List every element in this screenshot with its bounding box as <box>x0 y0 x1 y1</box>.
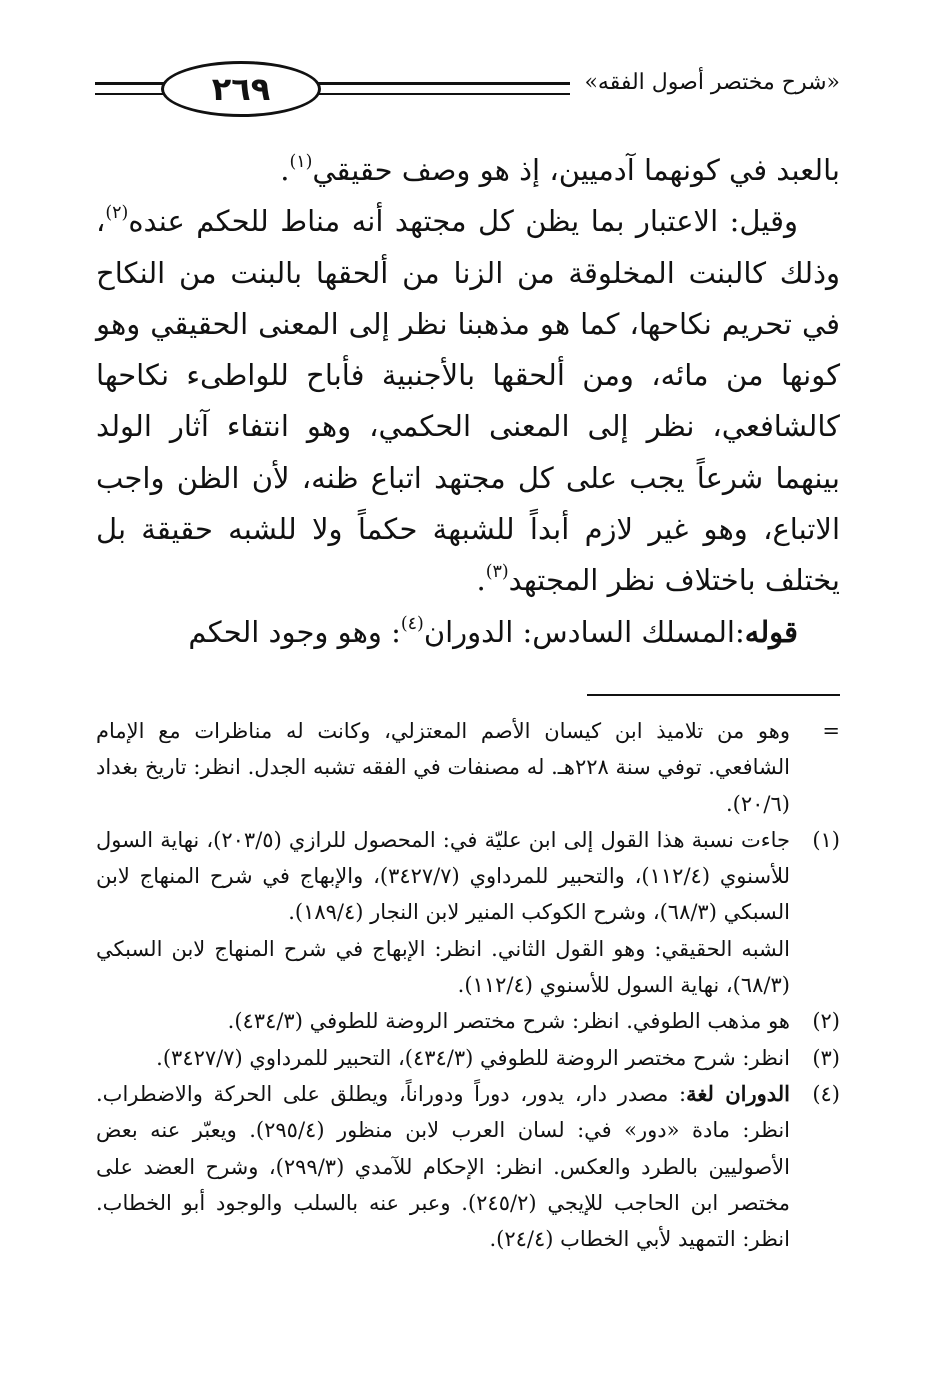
paragraph-2-text: وقيل: الاعتبار بما يظن كل مجتهد أنه مناط للحكم عنده <box>128 204 798 239</box>
footnote-ref-4: (٤) <box>400 613 424 634</box>
paragraph-2-text-cont: ، وذلك كالبنت المخلوقة من الزنا من ألحقها بالبنت من النكاح في تحريم نكاحها، كما هو مذهبنا نظر إلى المعنى الحقيقي وهو كونها من مائه، ومن ألحقها بالأجنبية فأباح للواطىء نكاحها كالشافعي، نظر إلى المعنى الحكمي، وهو انتفاء آثار الولد بينهما شرعاً يجب على كل مجتهد اتباع ظنه، لأن الظن واجب الاتباع، وهو غير لازم أبداً للشبهة حكماً ولا للشبه حقيقة بل يختلف باختلاف نظر المجتهد <box>96 204 840 598</box>
footnote-text: انظر: شرح مختصر الروضة للطوفي (٤٣٤/٣)، التحبير للمرداوي (٣٤٢٧/٧). <box>156 1045 790 1070</box>
footnote-ref-2: (٢) <box>105 203 129 224</box>
footnote-separator <box>587 694 840 696</box>
footnotes <box>96 713 840 1257</box>
footnote-2 <box>96 1003 840 1039</box>
paragraph-2 <box>96 196 840 606</box>
paragraph-3-text-cont: : وهو وجود الحكم <box>188 614 401 649</box>
footnote-1 <box>96 822 840 931</box>
quote-keyword: قوله <box>744 614 798 649</box>
footnote-continuation <box>96 713 840 822</box>
book-title: «شرح مختصر أصول الفقه» <box>570 66 840 100</box>
footnote-3 <box>96 1040 840 1076</box>
footnote-4 <box>96 1076 840 1257</box>
footnote-marker: (٢) <box>812 1009 840 1034</box>
footnote-text: هو مذهب الطوفي. انظر: شرح مختصر الروضة للطوفي (٤٣٤/٣). <box>227 1009 790 1034</box>
footnote-text: : مصدر دار، يدور، دوراً ودوراناً، ويطلق على الحركة والاضطراب. انظر: مادة «دور» في: لسان العرب لابن منظور (٢٩٥/٤). ويعبّر عنه بعض الأصوليين بالطرد والعكس. انظر: الإحكام للآمدي (٢٩٩/٣)، وشرح العضد على مختصر ابن الحاجب للإيجي (٢٤٥/٢). وعبر عنه بالسلب والوجود أبو الخطاب. انظر: التمهيد لأبي الخطاب (٢٤/٤). <box>96 1081 790 1252</box>
paragraph-3-text: :المسلك السادس: الدوران <box>423 614 745 649</box>
paragraph-1-end: . <box>280 153 290 187</box>
footnote-ref-1: (١) <box>289 151 313 172</box>
footnote-marker: (١) <box>812 827 840 852</box>
footnote-marker: = <box>822 719 840 743</box>
paragraph-1 <box>96 145 840 196</box>
footnote-marker: (٣) <box>812 1045 840 1070</box>
footnote-text: وهو من تلاميذ ابن كيسان الأصم المعتزلي، وكانت له مناظرات مع الإمام الشافعي. توفي سنة ٢٢٨هـ. له مصنفات في الفقه تشبه الجدل. انظر: تاريخ بغداد (٢٠/٦). <box>96 719 790 816</box>
main-text <box>96 145 840 658</box>
footnote-1-continued <box>96 931 840 1004</box>
footnote-marker: (٤) <box>812 1081 840 1106</box>
page-number: ٢٦٩ <box>211 70 271 108</box>
footnote-text: الشبه الحقيقي: وهو القول الثاني. انظر: الإبهاج في شرح المنهاج لابن السبكي (٦٨/٣)، نهاية السول للأسنوي (١١٢/٤). <box>96 936 790 998</box>
page-number-badge <box>161 61 321 117</box>
paragraph-2-end: . <box>476 563 486 598</box>
running-header <box>95 56 840 126</box>
footnote-text: جاءت نسبة هذا القول إلى ابن عليّة في: المحصول للرازي (٢٠٣/٥)، نهاية السول للأسنوي (١١٢/٤)، والتحبير للمرداوي (٣٤٢٧/٧)، والإبهاج في شرح المنهاج لابن السبكي (٦٨/٣)، وشرح الكوكب المنير لابن النجار (١٨٩/٤). <box>96 827 791 925</box>
footnote-ref-3: (٣) <box>485 562 509 583</box>
paragraph-3 <box>96 607 840 658</box>
footnote-term: الدوران لغة <box>686 1080 790 1106</box>
paragraph-1-text: بالعبد في كونهما آدميين، إذ هو وصف حقيقي <box>312 153 840 187</box>
